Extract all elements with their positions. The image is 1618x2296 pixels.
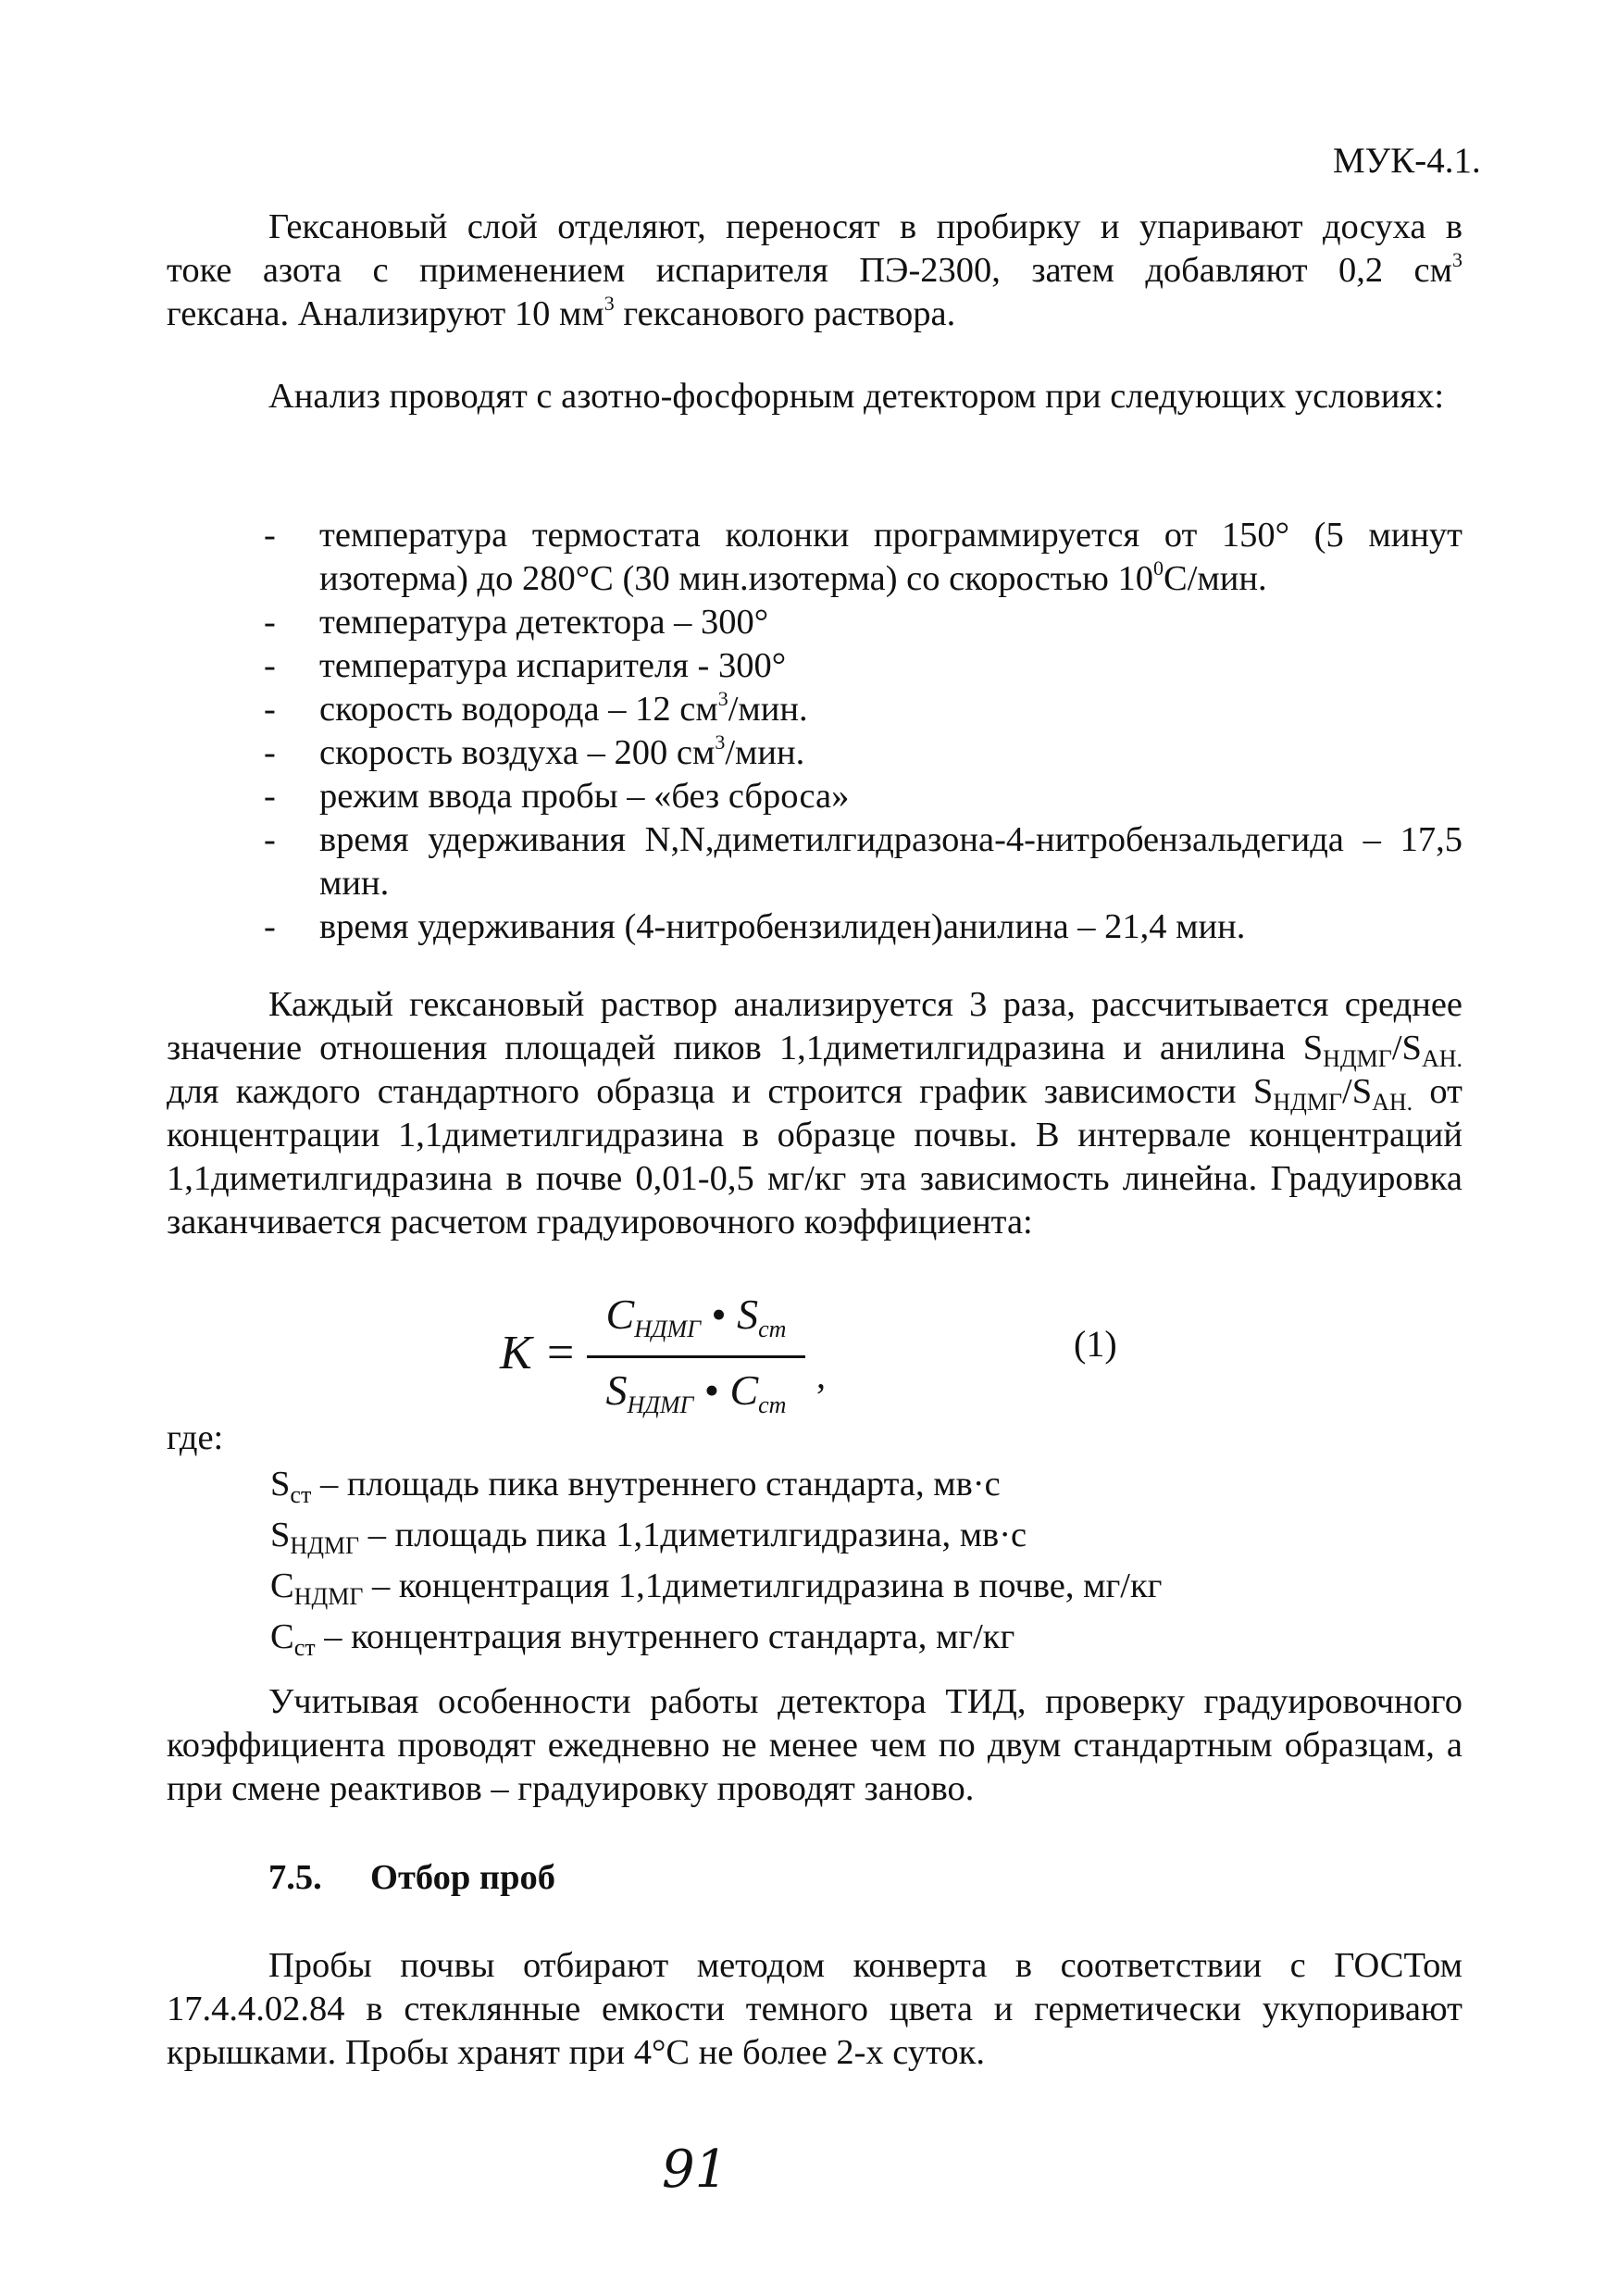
formula-number: (1) xyxy=(1074,1323,1117,1365)
list-item: - время удерживания (4-нитробензилиден)анилина – 21,4 мин. xyxy=(264,906,1246,946)
section-heading: 7.5. Отбор проб xyxy=(268,1858,555,1897)
list-item: - температура термостата колонки программируется от 150° (5 минут изотерма) до 280°С (30 мин.изотерма) со скоростью $10^0С$/мин. xyxy=(264,516,1462,598)
document-code-header: МУК-4.1. xyxy=(1333,141,1481,181)
list-item: - режим ввода пробы – «без сброса» xyxy=(264,776,850,816)
where-label: где: xyxy=(167,1418,224,1457)
page-number: 91 xyxy=(662,2140,728,2200)
fraction-bar xyxy=(587,1355,805,1358)
para1-line2: токе азота с применением испарителя ПЭ-2300, затем добавляют 0,2 $см^3$ xyxy=(167,247,1462,290)
list-item: - температура испарителя - 300° xyxy=(264,645,787,685)
list-item: - скорость воздуха – 200 $см^3$/мин. xyxy=(264,730,805,772)
definition-item: $C_{ст}$ – концентрация внутреннего стандарта, мг/кг xyxy=(270,1616,1015,1661)
calibration-formula: K = $C_{НДМГ}$ • $S_{ст}$ $S_{НДМГ}$ • $C_{ст}$ , xyxy=(500,1291,826,1418)
para1-line1: Гексановый слой отделяют, переносят в пробирку и упаривают досуха в xyxy=(268,207,1462,246)
para1-line3: гексана. Анализируют 10 $мм^3$ гексанового раствора. xyxy=(167,291,956,333)
paragraph-calibration: Каждый гексановый раствор анализируется 3 раза, рассчитывается среднее значение отношения площадей пиков 1,1диметилгидразина и анилина $S_{НДМГ}/S_{АН.}$ для каждого стандартного образца и строится график зависимости $S_{НДМГ}/S_{АН.}$ от концентрации 1,1диметилгидразина в образце почвы. В интервале концентраций 1,1диметилгидразина в почве 0,01-0,5 мг/кг эта зависимость линейна. Градуировка заканчивается расчетом градуировочного коэффициента: xyxy=(167,985,1462,1242)
formula-numerator: $C_{НДМГ}$ • $S_{ст}$ xyxy=(605,1291,787,1342)
paragraph-tid-detector: Учитывая особенности работы детектора ТИД, проверку градуировочного коэффициента проводят ежедневно не менее чем по двум стандартным образцам, а при смене реактивов – градуировку проводят заново. xyxy=(167,1682,1462,1808)
definition-item: $C_{НДМГ}$ – концентрация 1,1диметилгидразина в почве, мг/кг xyxy=(270,1566,1163,1610)
paragraph-sampling: Пробы почвы отбирают методом конверта в соответствии с ГОСТом 17.4.4.02.84 в стеклянные емкости темного цвета и герметически укупоривают крышками. Пробы хранят при 4°С не более 2-х суток. xyxy=(167,1946,1462,2072)
definition-item: $S_{НДМГ}$ – площадь пика 1,1диметилгидразина, мв·с xyxy=(270,1515,1027,1559)
conditions-list xyxy=(264,514,1462,949)
definitions-list xyxy=(270,1463,1381,1666)
definition-item: $S_{ст}$ – площадь пика внутреннего стандарта, мв·с xyxy=(270,1465,1001,1508)
list-item: - время удерживания N,N,диметилгидразона-4-нитробензальдегида – 17,5 мин. xyxy=(264,819,1462,903)
list-item: - температура детектора – 300° xyxy=(264,602,769,642)
formula-lhs: K = xyxy=(500,1327,577,1379)
formula-denominator: $S_{НДМГ}$ • $C_{ст}$ xyxy=(605,1366,787,1418)
paragraph-hexane-layer xyxy=(167,206,1462,336)
list-item: - скорость водорода – 12 $см^3$/мин. xyxy=(264,686,808,729)
paragraph-analysis-conditions: Анализ проводят с азотно-фосфорным детектором при следующих условиях: xyxy=(268,377,1445,416)
